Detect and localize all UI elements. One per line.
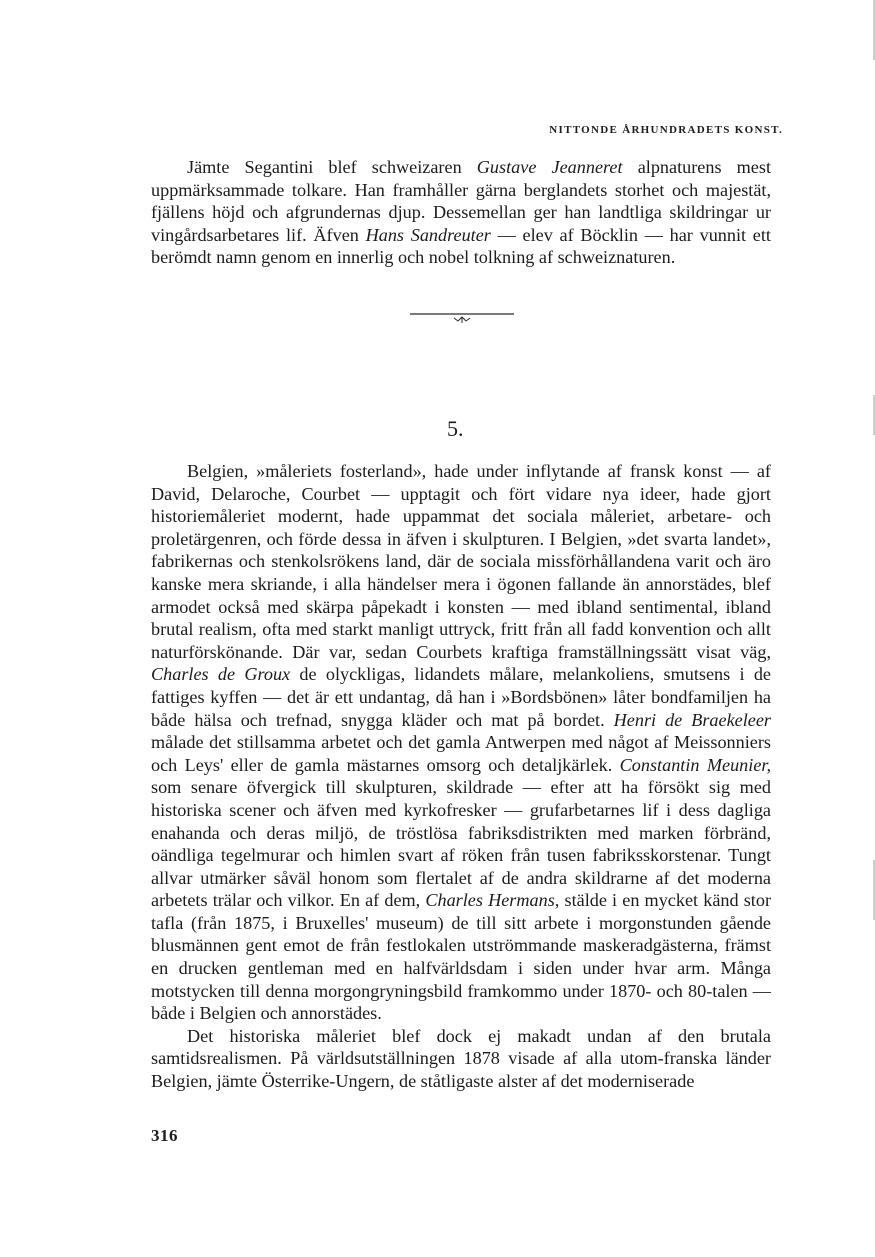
paragraph — [151, 156, 771, 269]
paragraph — [151, 460, 771, 1025]
italic-name: Charles Hermans, — [425, 890, 560, 911]
text-run: målade det stillsamma arbetet och det gamla Antwerpen med något af Meissonniers och Leys' eller de gamla mästarnes omsorg och detaljkärlek. — [151, 732, 771, 775]
text-run: som senare öfvergick till skulpturen, skildrade — efter att ha försökt sig med historiska scener och äfven med kyrkofresker — grufarbetarnes lif i dess dagliga enahanda och deras miljö, de tröstlösa fabriksdistrikten med marken förbränd, oändliga tegelmurar och himlen svart af röken från tusen fabriksskorstenar. Tungt allvar utmärker såväl honom som flertalet af de andra skildrarne af det moderna arbetets trälar och vilkor. En af dem, — [151, 777, 771, 911]
text-run: alpnaturens mest uppmärksammade tolkare. Han framhåller gärna berglandets storhet och majestät, fjällens höjd och afgrundernas djup. Dessemellan ger han landtliga skildringar ur vingårdsarbetares lif. Äfven — [151, 157, 772, 245]
paragraph — [151, 1025, 771, 1093]
section-divider-ornament — [410, 309, 514, 325]
text-run: stälde i en mycket känd stor tafla (från 1875, i Bruxelles' museum) de till sitt arbete i morgonstunden gående blusmännen gent emot de från festlokalen utströmmande maskeradgästerna, främst en drucken gentleman med en halfvärldsdam i siden under hvar arm. Många motstycken till denna morgongryningsbild framkommo under 1870- och 80-talen — både i Belgien och annorstädes. — [151, 890, 772, 1024]
italic-name: Gustave Jeanneret — [476, 157, 623, 177]
text-run: Jämte Segantini blef schweizaren — [187, 157, 477, 177]
italic-name: Charles de Groux — [151, 664, 291, 685]
italic-name: Henri de Braekeleer — [613, 709, 772, 730]
text-run: de olyckligas, lidandets målare, melankoliens, smutsens i de fattiges kyffen — det är ett undantag, då han i »Bordsbönen» låter bondfamiljen ha både hälsa och trefnad, snygga kläder och mat på bordet. — [151, 664, 771, 730]
section-1-text — [151, 156, 771, 269]
section-number: 5. — [447, 416, 464, 441]
section-2-text — [151, 460, 771, 1093]
text-run: — elev af Böcklin — har vunnit ett berömdt namn genom en innerlig och nobel tolkning af schweiznaturen. — [151, 224, 771, 268]
italic-name: Constantin Meunier, — [619, 754, 771, 775]
italic-name: Hans Sandreuter — [365, 224, 491, 245]
text-run: Belgien, »måleriets fosterland», hade under inflytande af fransk konst — af David, Delaroche, Courbet — upptagit och fört vidare nya ideer, hade gjort historiemåleriet modernt, hade uppammat det sociala måleriet, arbetare- och proletärgenren, och förde dessa in äfven i skulpturen. I Belgien, »det svarta landet», fabrikernas och stenkolsrökens land, där de sociala missförhållandena varit och äro kanske mera skriande, i alla händelser mera i ögonen fallande än annorstädes, blef armodet också med skärpa påpekadt i konsten — med ibland sentimental, ibland brutal realism, ofta med starkt manligt uttryck, fritt från all fadd konvention och allt naturförskönande. Där var, sedan Courbets kraftiga framställningssätt visat väg, — [151, 461, 771, 662]
text-run: Det historiska måleriet blef dock ej makadt undan af den brutala samtidsrealismen. På världsutställningen 1878 visade af alla utom-franska länder Belgien, jämte Österrike-Ungern, de ståtligaste alster af det moderniserade — [151, 1025, 771, 1092]
page-number: 316 — [151, 1126, 178, 1145]
running-head: NITTONDE ÅRHUNDRADETS KONST. — [549, 124, 783, 136]
